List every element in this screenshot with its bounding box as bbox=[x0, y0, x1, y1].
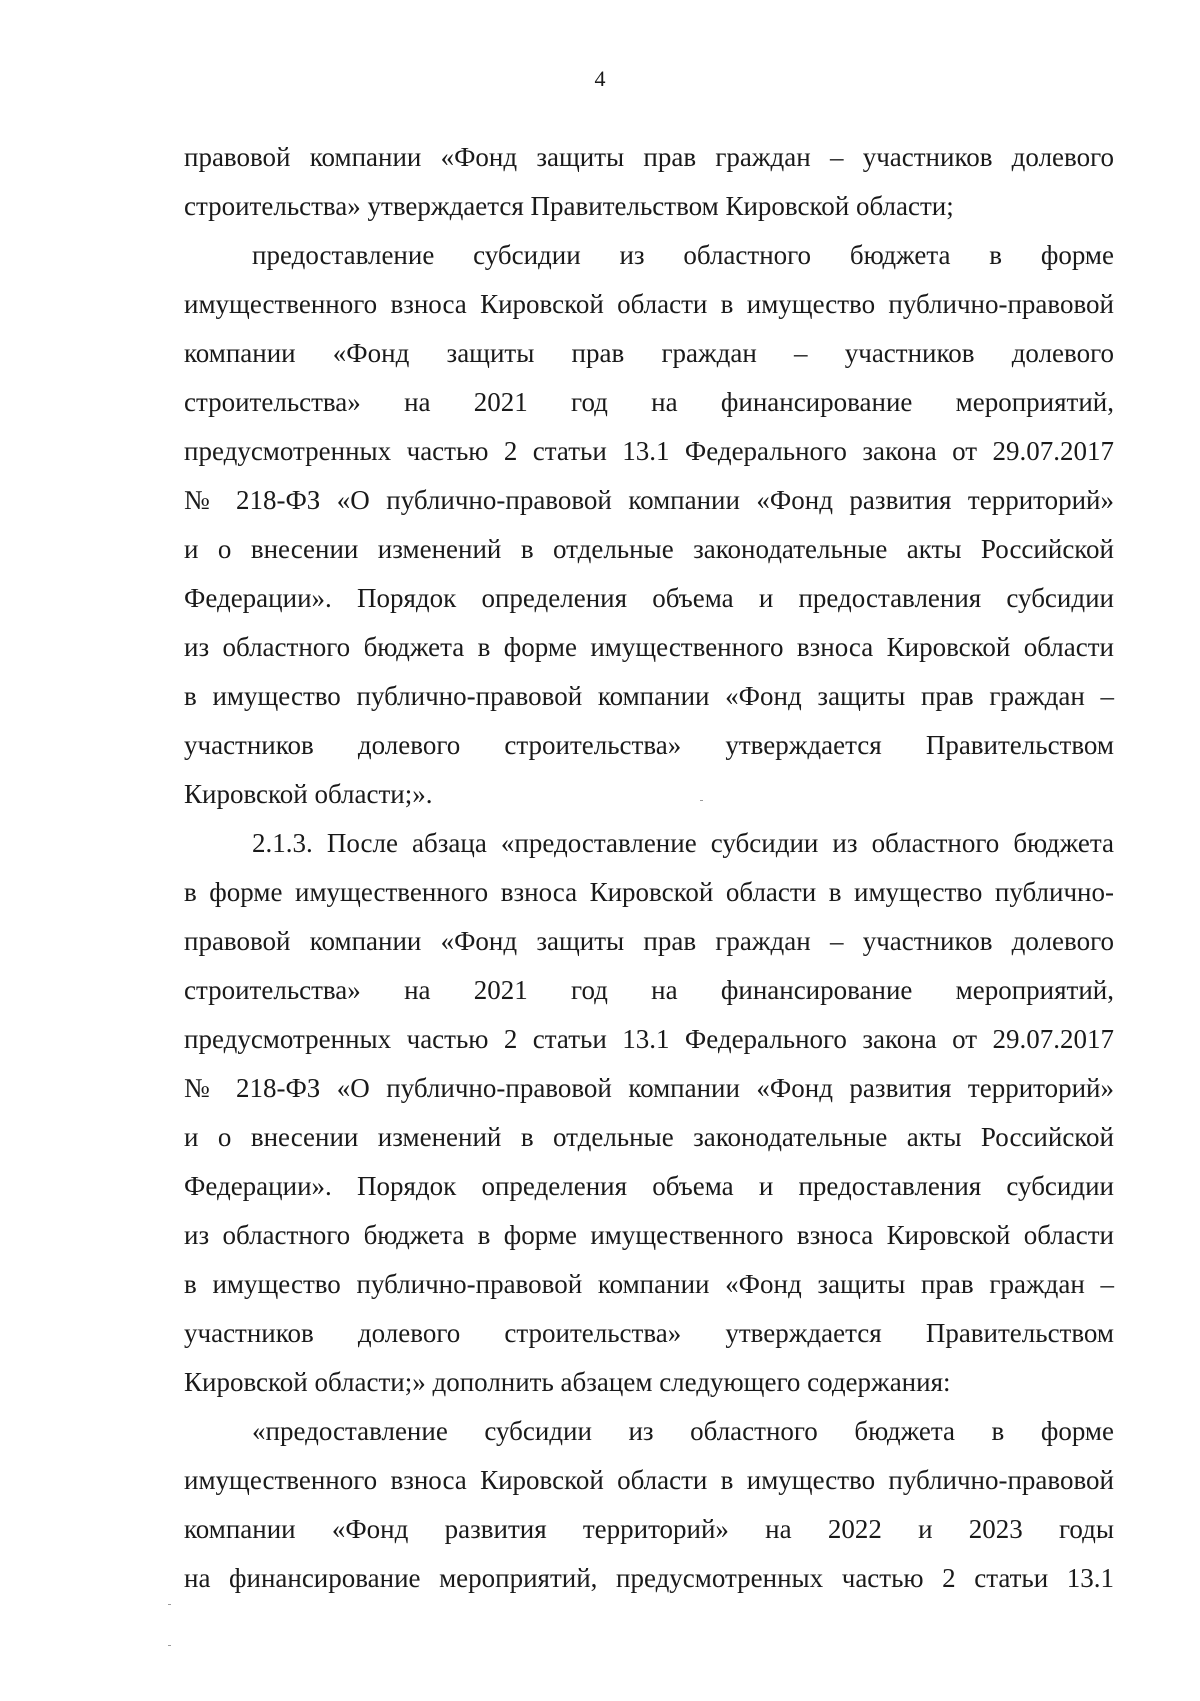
text-line: № 218-ФЗ «О публично-правовой компании «Фонд развития территорий» bbox=[184, 485, 1114, 515]
text-line: правовой компании «Фонд защиты прав граждан – участников долевого bbox=[184, 142, 1114, 172]
text-line: предусмотренных частью 2 статьи 13.1 Федерального закона от 29.07.2017 bbox=[184, 1024, 1114, 1054]
text-line: Федерации». Порядок определения объема и предоставления субсидии bbox=[184, 583, 1114, 613]
text-line: Кировской области;». bbox=[184, 779, 433, 809]
text-line: компании «Фонд защиты прав граждан – участников долевого bbox=[184, 338, 1114, 368]
text-line: предусмотренных частью 2 статьи 13.1 Федерального закона от 29.07.2017 bbox=[184, 436, 1114, 466]
scan-speck bbox=[168, 1604, 171, 1605]
scan-speck bbox=[168, 1645, 171, 1646]
text-line: Кировской области;» дополнить абзацем следующего содержания: bbox=[184, 1367, 951, 1397]
text-line: участников долевого строительства» утверждается Правительством bbox=[184, 1318, 1114, 1348]
text-line: в имущество публично-правовой компании «Фонд защиты прав граждан – bbox=[184, 1269, 1114, 1299]
text-line: в форме имущественного взноса Кировской области в имущество публично- bbox=[184, 877, 1114, 907]
text-line: в имущество публично-правовой компании «Фонд защиты прав граждан – bbox=[184, 681, 1114, 711]
text-line: строительства» на 2021 год на финансирование мероприятий, bbox=[184, 387, 1114, 417]
text-line: на финансирование мероприятий, предусмотренных частью 2 статьи 13.1 bbox=[184, 1563, 1114, 1593]
text-line: и о внесении изменений в отдельные законодательные акты Российской bbox=[184, 534, 1114, 564]
text-line: участников долевого строительства» утверждается Правительством bbox=[184, 730, 1114, 760]
text-line: компании «Фонд развития территорий» на 2022 и 2023 годы bbox=[184, 1514, 1114, 1544]
scan-speck bbox=[700, 800, 703, 801]
text-line: имущественного взноса Кировской области в имущество публично-правовой bbox=[184, 289, 1114, 319]
text-line: 2.1.3. После абзаца «предоставление субсидии из областного бюджета bbox=[252, 828, 1114, 858]
page-number: 4 bbox=[594, 66, 606, 91]
text-line: Федерации». Порядок определения объема и предоставления субсидии bbox=[184, 1171, 1114, 1201]
document-body bbox=[184, 133, 1114, 1603]
text-line: и о внесении изменений в отдельные законодательные акты Российской bbox=[184, 1122, 1114, 1152]
text-line: «предоставление субсидии из областного бюджета в форме bbox=[252, 1416, 1114, 1446]
text-line: предоставление субсидии из областного бюджета в форме bbox=[252, 240, 1114, 270]
text-line: правовой компании «Фонд защиты прав граждан – участников долевого bbox=[184, 926, 1114, 956]
text-line: имущественного взноса Кировской области в имущество публично-правовой bbox=[184, 1465, 1114, 1495]
text-line: № 218-ФЗ «О публично-правовой компании «Фонд развития территорий» bbox=[184, 1073, 1114, 1103]
text-line: из областного бюджета в форме имущественного взноса Кировской области bbox=[184, 1220, 1114, 1250]
text-line: из областного бюджета в форме имущественного взноса Кировской области bbox=[184, 632, 1114, 662]
text-line: строительства» на 2021 год на финансирование мероприятий, bbox=[184, 975, 1114, 1005]
text-line: строительства» утверждается Правительством Кировской области; bbox=[184, 191, 954, 221]
